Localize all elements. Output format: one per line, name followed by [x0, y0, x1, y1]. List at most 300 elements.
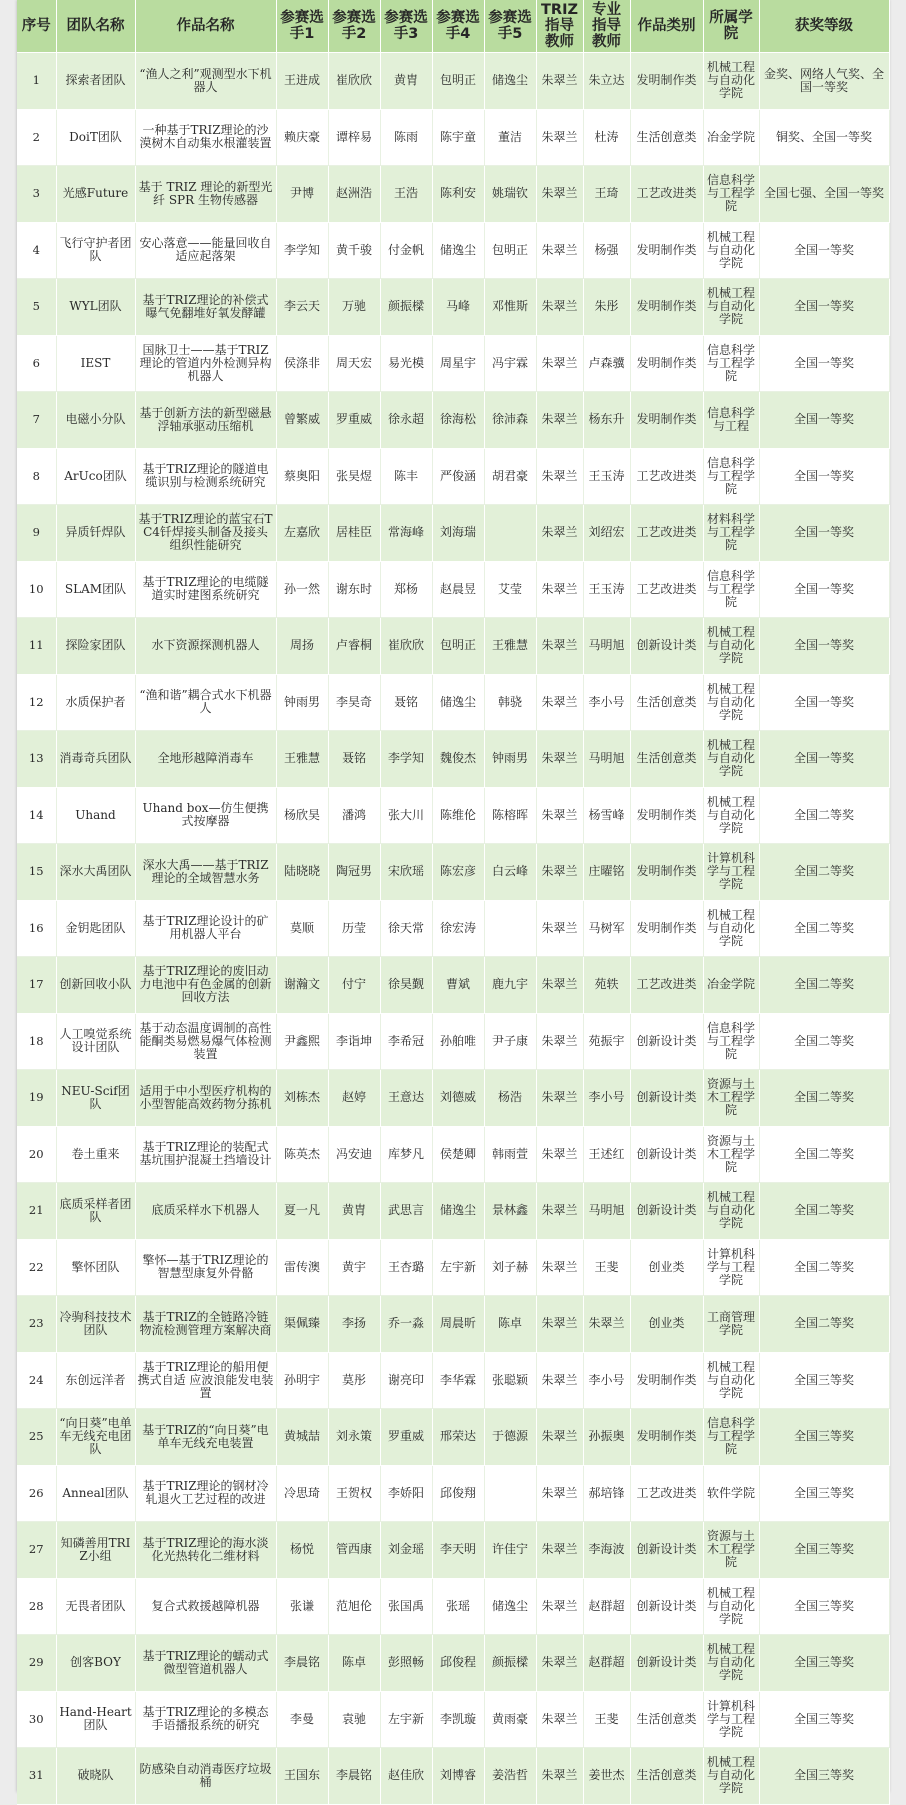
cell-player2: 赵洲浩: [328, 166, 380, 223]
cell-triz-teacher: 朱翠兰: [536, 957, 583, 1014]
cell-player1: 曾繁威: [276, 392, 328, 449]
table-body: [17, 53, 889, 1805]
cell-award: 全国三等奖: [759, 1748, 889, 1805]
cell-triz-teacher: 朱翠兰: [536, 731, 583, 788]
cell-triz-teacher: 朱翠兰: [536, 1635, 583, 1692]
cell-player3: 乔一淼: [380, 1296, 432, 1353]
cell-work: 基于TRIZ的“向日葵”电单车无线充电装置: [135, 1409, 276, 1466]
cell-player1: 杨悦: [276, 1522, 328, 1579]
cell-award: 全国二等奖: [759, 1183, 889, 1240]
cell-player4: 孙舶唯: [432, 1013, 484, 1070]
cell-triz-teacher: 朱翠兰: [536, 844, 583, 901]
cell-player1: 雷传澳: [276, 1239, 328, 1296]
table-row: [17, 1409, 889, 1466]
awards-table: [17, 0, 890, 1805]
table-row: [17, 109, 889, 166]
header-triz-teacher: TRIZ指导教师: [536, 0, 583, 53]
cell-player5: 白云峰: [484, 844, 536, 901]
cell-player2: 付宁: [328, 957, 380, 1014]
cell-player3: 李希冠: [380, 1013, 432, 1070]
cell-player2: 王贺权: [328, 1465, 380, 1522]
cell-player1: 李学知: [276, 222, 328, 279]
cell-award: 全国三等奖: [759, 1409, 889, 1466]
cell-award: 全国一等奖: [759, 505, 889, 562]
cell-category: 发明制作类: [630, 1409, 703, 1466]
cell-player4: 陈宏彦: [432, 844, 484, 901]
cell-college: 计算机科学与工程学院: [703, 1691, 759, 1748]
cell-player2: 赵婷: [328, 1070, 380, 1127]
cell-player1: 周扬: [276, 618, 328, 675]
cell-work: 适用于中小型医疗机构的小型智能高效药物分拣机: [135, 1070, 276, 1127]
cell-player5: 胡君豪: [484, 448, 536, 505]
cell-team: 人工嗅觉系统设计团队: [56, 1013, 135, 1070]
cell-team: 冷驹科技技术团队: [56, 1296, 135, 1353]
cell-work: 基于动态温度调制的高性能酮类易燃易爆气体检测装置: [135, 1013, 276, 1070]
table-row: [17, 335, 889, 392]
cell-award: 全国三等奖: [759, 1352, 889, 1409]
cell-major-teacher: 杨强: [583, 222, 630, 279]
cell-team: Hand-Heart团队: [56, 1691, 135, 1748]
cell-college: 计算机科学与工程学院: [703, 844, 759, 901]
cell-player5: 颜振樑: [484, 1635, 536, 1692]
cell-triz-teacher: 朱翠兰: [536, 1409, 583, 1466]
cell-player1: 黄城喆: [276, 1409, 328, 1466]
cell-player2: 黄宇: [328, 1239, 380, 1296]
cell-award: 全国二等奖: [759, 1296, 889, 1353]
cell-award: 全国二等奖: [759, 844, 889, 901]
cell-college: 资源与土木工程学院: [703, 1070, 759, 1127]
cell-work: 基于TRIZ理论的隧道电缆识别与检测系统研究: [135, 448, 276, 505]
header-award: 获奖等级: [759, 0, 889, 53]
cell-triz-teacher: 朱翠兰: [536, 392, 583, 449]
cell-work: 深水大禹——基于TRIZ理论的全域智慧水务: [135, 844, 276, 901]
cell-work: 一种基于TRIZ理论的沙漠树木自动集水根灌装置: [135, 109, 276, 166]
cell-work: 基于TRIZ理论的废旧动力电池中有色金属的创新回收方法: [135, 957, 276, 1014]
cell-award: 全国二等奖: [759, 1070, 889, 1127]
cell-player4: 曹斌: [432, 957, 484, 1014]
header-player3: 参赛选手3: [380, 0, 432, 53]
cell-seq: 28: [17, 1578, 56, 1635]
cell-player4: 李天明: [432, 1522, 484, 1579]
cell-work: 基于TRIZ理论的电缆隧道实时建图系统研究: [135, 561, 276, 618]
cell-college: 资源与土木工程学院: [703, 1126, 759, 1183]
cell-work: “渔和谐”耦合式水下机器人: [135, 674, 276, 731]
cell-player2: 袁驰: [328, 1691, 380, 1748]
cell-major-teacher: 李小号: [583, 1070, 630, 1127]
cell-player1: 王进成: [276, 53, 328, 110]
cell-team: 金钥匙团队: [56, 900, 135, 957]
cell-major-teacher: 卢森骥: [583, 335, 630, 392]
cell-player5: 于德源: [484, 1409, 536, 1466]
cell-player3: 李娇阳: [380, 1465, 432, 1522]
table-row: [17, 1013, 889, 1070]
cell-player3: 陈雨: [380, 109, 432, 166]
cell-player5: 董洁: [484, 109, 536, 166]
cell-triz-teacher: 朱翠兰: [536, 53, 583, 110]
cell-player4: 周晨昕: [432, 1296, 484, 1353]
cell-seq: 29: [17, 1635, 56, 1692]
cell-category: 发明制作类: [630, 279, 703, 336]
cell-triz-teacher: 朱翠兰: [536, 448, 583, 505]
header-work: 作品名称: [135, 0, 276, 53]
cell-award: 全国二等奖: [759, 787, 889, 844]
cell-college: 机械工程与自动化学院: [703, 1748, 759, 1805]
cell-seq: 2: [17, 109, 56, 166]
cell-player4: 陈维伦: [432, 787, 484, 844]
cell-player5: 尹子康: [484, 1013, 536, 1070]
cell-seq: 16: [17, 900, 56, 957]
table-row: [17, 279, 889, 336]
cell-player4: 陈宇童: [432, 109, 484, 166]
cell-college: 机械工程与自动化学院: [703, 1635, 759, 1692]
cell-award: 全国三等奖: [759, 1691, 889, 1748]
cell-player5: 邓惟斯: [484, 279, 536, 336]
cell-player3: 宋欣瑶: [380, 844, 432, 901]
cell-work: “渔人之利”观测型水下机器人: [135, 53, 276, 110]
cell-player2: 陈卓: [328, 1635, 380, 1692]
cell-player5: 包明正: [484, 222, 536, 279]
cell-team: 创新回收小队: [56, 957, 135, 1014]
cell-category: 工艺改进类: [630, 561, 703, 618]
cell-triz-teacher: 朱翠兰: [536, 1296, 583, 1353]
cell-team: 深水大禹团队: [56, 844, 135, 901]
cell-work: 基于TRIZ理论的蠕动式微型管道机器人: [135, 1635, 276, 1692]
cell-seq: 9: [17, 505, 56, 562]
cell-seq: 24: [17, 1352, 56, 1409]
cell-award: 全国三等奖: [759, 1522, 889, 1579]
cell-player1: 谢瀚文: [276, 957, 328, 1014]
header-player2: 参赛选手2: [328, 0, 380, 53]
cell-player2: 罗重威: [328, 392, 380, 449]
cell-player4: 包明正: [432, 53, 484, 110]
cell-player3: 谢亮印: [380, 1352, 432, 1409]
cell-player5: 韩骁: [484, 674, 536, 731]
cell-category: 生活创意类: [630, 1748, 703, 1805]
cell-major-teacher: 杨东升: [583, 392, 630, 449]
cell-player2: 李诣坤: [328, 1013, 380, 1070]
cell-player1: 冷思琦: [276, 1465, 328, 1522]
cell-player2: 莫彤: [328, 1352, 380, 1409]
cell-player5: 姜浩哲: [484, 1748, 536, 1805]
cell-award: 全国三等奖: [759, 1635, 889, 1692]
cell-player1: 钟雨男: [276, 674, 328, 731]
cell-work: 基于TRIZ的全链路冷链物流检测管理方案解决商: [135, 1296, 276, 1353]
cell-player4: 马峰: [432, 279, 484, 336]
cell-college: 机械工程与自动化学院: [703, 731, 759, 788]
cell-college: 信息科学与工程: [703, 392, 759, 449]
cell-triz-teacher: 朱翠兰: [536, 1126, 583, 1183]
table-row: [17, 1126, 889, 1183]
cell-seq: 4: [17, 222, 56, 279]
cell-major-teacher: 姜世杰: [583, 1748, 630, 1805]
table-row: [17, 1352, 889, 1409]
table-row: [17, 844, 889, 901]
cell-major-teacher: 刘绍宏: [583, 505, 630, 562]
cell-player1: 李云天: [276, 279, 328, 336]
cell-seq: 12: [17, 674, 56, 731]
cell-player1: 张谦: [276, 1578, 328, 1635]
cell-player2: 李昊奇: [328, 674, 380, 731]
cell-player3: 易光模: [380, 335, 432, 392]
cell-player5: 陈卓: [484, 1296, 536, 1353]
cell-player1: 莫顺: [276, 900, 328, 957]
cell-player3: 张大川: [380, 787, 432, 844]
table-row: [17, 1296, 889, 1353]
cell-work: 基于TRIZ理论的钢材冷轧退火工艺过程的改进: [135, 1465, 276, 1522]
cell-seq: 11: [17, 618, 56, 675]
cell-work: 国脉卫士——基于TRIZ理论的管道内外检测异构机器人: [135, 335, 276, 392]
cell-seq: 30: [17, 1691, 56, 1748]
cell-player3: 库梦凡: [380, 1126, 432, 1183]
cell-major-teacher: 马树军: [583, 900, 630, 957]
cell-triz-teacher: 朱翠兰: [536, 1013, 583, 1070]
cell-team: 电磁小分队: [56, 392, 135, 449]
cell-player5: 钟雨男: [484, 731, 536, 788]
cell-category: 生活创意类: [630, 109, 703, 166]
cell-seq: 20: [17, 1126, 56, 1183]
cell-player1: 李晨铭: [276, 1635, 328, 1692]
cell-team: IEST: [56, 335, 135, 392]
cell-triz-teacher: 朱翠兰: [536, 335, 583, 392]
cell-major-teacher: 庄曜铭: [583, 844, 630, 901]
cell-player4: 储逸尘: [432, 674, 484, 731]
cell-seq: 1: [17, 53, 56, 110]
cell-triz-teacher: 朱翠兰: [536, 1578, 583, 1635]
cell-major-teacher: 孙振奥: [583, 1409, 630, 1466]
cell-player3: 徐天常: [380, 900, 432, 957]
cell-triz-teacher: 朱翠兰: [536, 1183, 583, 1240]
header-seq: 序号: [17, 0, 56, 53]
cell-player4: 周星宇: [432, 335, 484, 392]
cell-player4: 刘德威: [432, 1070, 484, 1127]
table-row: [17, 1070, 889, 1127]
cell-college: 信息科学与工程学院: [703, 166, 759, 223]
cell-college: 冶金学院: [703, 109, 759, 166]
cell-major-teacher: 王斐: [583, 1239, 630, 1296]
cell-player5: 陈榕晖: [484, 787, 536, 844]
cell-player2: 谭梓易: [328, 109, 380, 166]
cell-seq: 8: [17, 448, 56, 505]
table-row: [17, 1183, 889, 1240]
cell-award: 铜奖、全国一等奖: [759, 109, 889, 166]
cell-team: 光感Future: [56, 166, 135, 223]
cell-college: 机械工程与自动化学院: [703, 1578, 759, 1635]
cell-work: 基于 TRIZ 理论的新型光纤 SPR 生物传感器: [135, 166, 276, 223]
cell-award: 全国一等奖: [759, 279, 889, 336]
cell-award: 全国二等奖: [759, 1239, 889, 1296]
cell-college: 机械工程与自动化学院: [703, 787, 759, 844]
cell-player5: 储逸尘: [484, 53, 536, 110]
table-row: [17, 957, 889, 1014]
cell-player3: 郑杨: [380, 561, 432, 618]
cell-player5: 张聪颖: [484, 1352, 536, 1409]
cell-seq: 15: [17, 844, 56, 901]
cell-triz-teacher: 朱翠兰: [536, 900, 583, 957]
cell-player2: 李扬: [328, 1296, 380, 1353]
table-row: [17, 1748, 889, 1805]
cell-seq: 21: [17, 1183, 56, 1240]
cell-seq: 13: [17, 731, 56, 788]
header-college: 所属学院: [703, 0, 759, 53]
cell-work: 安心落意——能量回收自适应起落架: [135, 222, 276, 279]
cell-college: 机械工程与自动化学院: [703, 1183, 759, 1240]
cell-major-teacher: 杨雪峰: [583, 787, 630, 844]
table-row: [17, 561, 889, 618]
cell-college: 机械工程与自动化学院: [703, 618, 759, 675]
table-row: [17, 448, 889, 505]
cell-player2: 刘永策: [328, 1409, 380, 1466]
cell-player4: 严俊涵: [432, 448, 484, 505]
cell-college: 冶金学院: [703, 957, 759, 1014]
cell-award: 全国一等奖: [759, 731, 889, 788]
cell-player1: 杨欣昊: [276, 787, 328, 844]
cell-award: 全国一等奖: [759, 392, 889, 449]
cell-player4: 储逸尘: [432, 1183, 484, 1240]
cell-player3: 徐永超: [380, 392, 432, 449]
cell-player5: 杨浩: [484, 1070, 536, 1127]
table-row: [17, 1522, 889, 1579]
cell-work: 复合式救援越障机器: [135, 1578, 276, 1635]
cell-seq: 7: [17, 392, 56, 449]
cell-work: 基于创新方法的新型磁悬浮轴承驱动压缩机: [135, 392, 276, 449]
cell-player2: 周天宏: [328, 335, 380, 392]
table-row: [17, 618, 889, 675]
table-row: [17, 1578, 889, 1635]
cell-triz-teacher: 朱翠兰: [536, 1070, 583, 1127]
cell-player1: 李曼: [276, 1691, 328, 1748]
cell-player3: 王浩: [380, 166, 432, 223]
cell-player3: 崔欣欣: [380, 618, 432, 675]
cell-player5: [484, 1465, 536, 1522]
cell-seq: 18: [17, 1013, 56, 1070]
awards-sheet: [17, 0, 889, 1796]
cell-award: 全国二等奖: [759, 1013, 889, 1070]
cell-seq: 23: [17, 1296, 56, 1353]
cell-player3: 罗重威: [380, 1409, 432, 1466]
cell-college: 计算机科学与工程学院: [703, 1239, 759, 1296]
cell-player3: 付金帆: [380, 222, 432, 279]
cell-player3: 赵佳欣: [380, 1748, 432, 1805]
cell-college: 机械工程与自动化学院: [703, 1352, 759, 1409]
cell-player3: 李学知: [380, 731, 432, 788]
cell-player2: 黄胄: [328, 1183, 380, 1240]
cell-seq: 10: [17, 561, 56, 618]
cell-player3: 常海峰: [380, 505, 432, 562]
cell-player4: 刘海瑞: [432, 505, 484, 562]
cell-seq: 14: [17, 787, 56, 844]
cell-player1: 孙一然: [276, 561, 328, 618]
cell-player2: 崔欣欣: [328, 53, 380, 110]
cell-award: 全国一等奖: [759, 222, 889, 279]
cell-college: 信息科学与工程学院: [703, 1013, 759, 1070]
cell-team: DoiT团队: [56, 109, 135, 166]
cell-team: 破晓队: [56, 1748, 135, 1805]
cell-player4: 魏俊杰: [432, 731, 484, 788]
cell-college: 机械工程与自动化学院: [703, 53, 759, 110]
cell-category: 创业类: [630, 1296, 703, 1353]
cell-major-teacher: 王玉涛: [583, 448, 630, 505]
cell-college: 材料科学与工程学院: [703, 505, 759, 562]
cell-player5: 韩雨萱: [484, 1126, 536, 1183]
cell-player1: 刘栋杰: [276, 1070, 328, 1127]
cell-category: 创新设计类: [630, 1635, 703, 1692]
cell-award: 金奖、网络人气奖、全国一等奖: [759, 53, 889, 110]
cell-team: 飞行守护者团队: [56, 222, 135, 279]
cell-seq: 17: [17, 957, 56, 1014]
cell-category: 创新设计类: [630, 1126, 703, 1183]
cell-team: 探险家团队: [56, 618, 135, 675]
cell-player3: 张国禹: [380, 1578, 432, 1635]
cell-player5: [484, 505, 536, 562]
cell-category: 发明制作类: [630, 1352, 703, 1409]
cell-category: 创新设计类: [630, 1522, 703, 1579]
cell-team: Uhand: [56, 787, 135, 844]
cell-player2: 管西康: [328, 1522, 380, 1579]
table-row: [17, 222, 889, 279]
cell-work: 底质采样水下机器人: [135, 1183, 276, 1240]
cell-team: “向日葵”电单车无线充电团队: [56, 1409, 135, 1466]
header-major-teacher: 专业指导教师: [583, 0, 630, 53]
cell-team: 无畏者团队: [56, 1578, 135, 1635]
cell-major-teacher: 杜涛: [583, 109, 630, 166]
cell-player2: 李晨铭: [328, 1748, 380, 1805]
cell-player3: 黄胄: [380, 53, 432, 110]
header-row: [17, 0, 889, 53]
cell-category: 创新设计类: [630, 1013, 703, 1070]
cell-player2: 张昊煜: [328, 448, 380, 505]
cell-seq: 19: [17, 1070, 56, 1127]
cell-player5: 储逸尘: [484, 1578, 536, 1635]
cell-player2: 谢东时: [328, 561, 380, 618]
cell-player1: 陆晓晓: [276, 844, 328, 901]
cell-player3: 王意达: [380, 1070, 432, 1127]
cell-category: 创新设计类: [630, 618, 703, 675]
table-row: [17, 674, 889, 731]
cell-major-teacher: 王斐: [583, 1691, 630, 1748]
cell-category: 发明制作类: [630, 392, 703, 449]
cell-player3: 王杏璐: [380, 1239, 432, 1296]
cell-award: 全国三等奖: [759, 1578, 889, 1635]
cell-college: 机械工程与自动化学院: [703, 674, 759, 731]
cell-player2: 范旭伦: [328, 1578, 380, 1635]
table-row: [17, 505, 889, 562]
cell-category: 生活创意类: [630, 1691, 703, 1748]
cell-triz-teacher: 朱翠兰: [536, 1352, 583, 1409]
cell-player4: 张瑶: [432, 1578, 484, 1635]
cell-college: 机械工程与自动化学院: [703, 279, 759, 336]
cell-player1: 王雅慧: [276, 731, 328, 788]
cell-major-teacher: 王玉涛: [583, 561, 630, 618]
cell-award: 全国一等奖: [759, 448, 889, 505]
cell-work: Uhand box—仿生便携式按摩器: [135, 787, 276, 844]
cell-player2: 潘鸿: [328, 787, 380, 844]
cell-team: 东创远洋者: [56, 1352, 135, 1409]
cell-college: 机械工程与自动化学院: [703, 222, 759, 279]
cell-work: 基于TRIZ理论的装配式基坑围护混凝土挡墙设计: [135, 1126, 276, 1183]
cell-team: 探索者团队: [56, 53, 135, 110]
cell-college: 信息科学与工程学院: [703, 561, 759, 618]
cell-player5: 刘子赫: [484, 1239, 536, 1296]
table-row: [17, 787, 889, 844]
cell-player5: 黄雨豪: [484, 1691, 536, 1748]
cell-player3: 颜振樑: [380, 279, 432, 336]
cell-category: 发明制作类: [630, 222, 703, 279]
cell-player2: 居桂臣: [328, 505, 380, 562]
cell-player1: 孙明宇: [276, 1352, 328, 1409]
cell-player2: 陶冠男: [328, 844, 380, 901]
cell-player2: 卢睿桐: [328, 618, 380, 675]
table-row: [17, 1465, 889, 1522]
